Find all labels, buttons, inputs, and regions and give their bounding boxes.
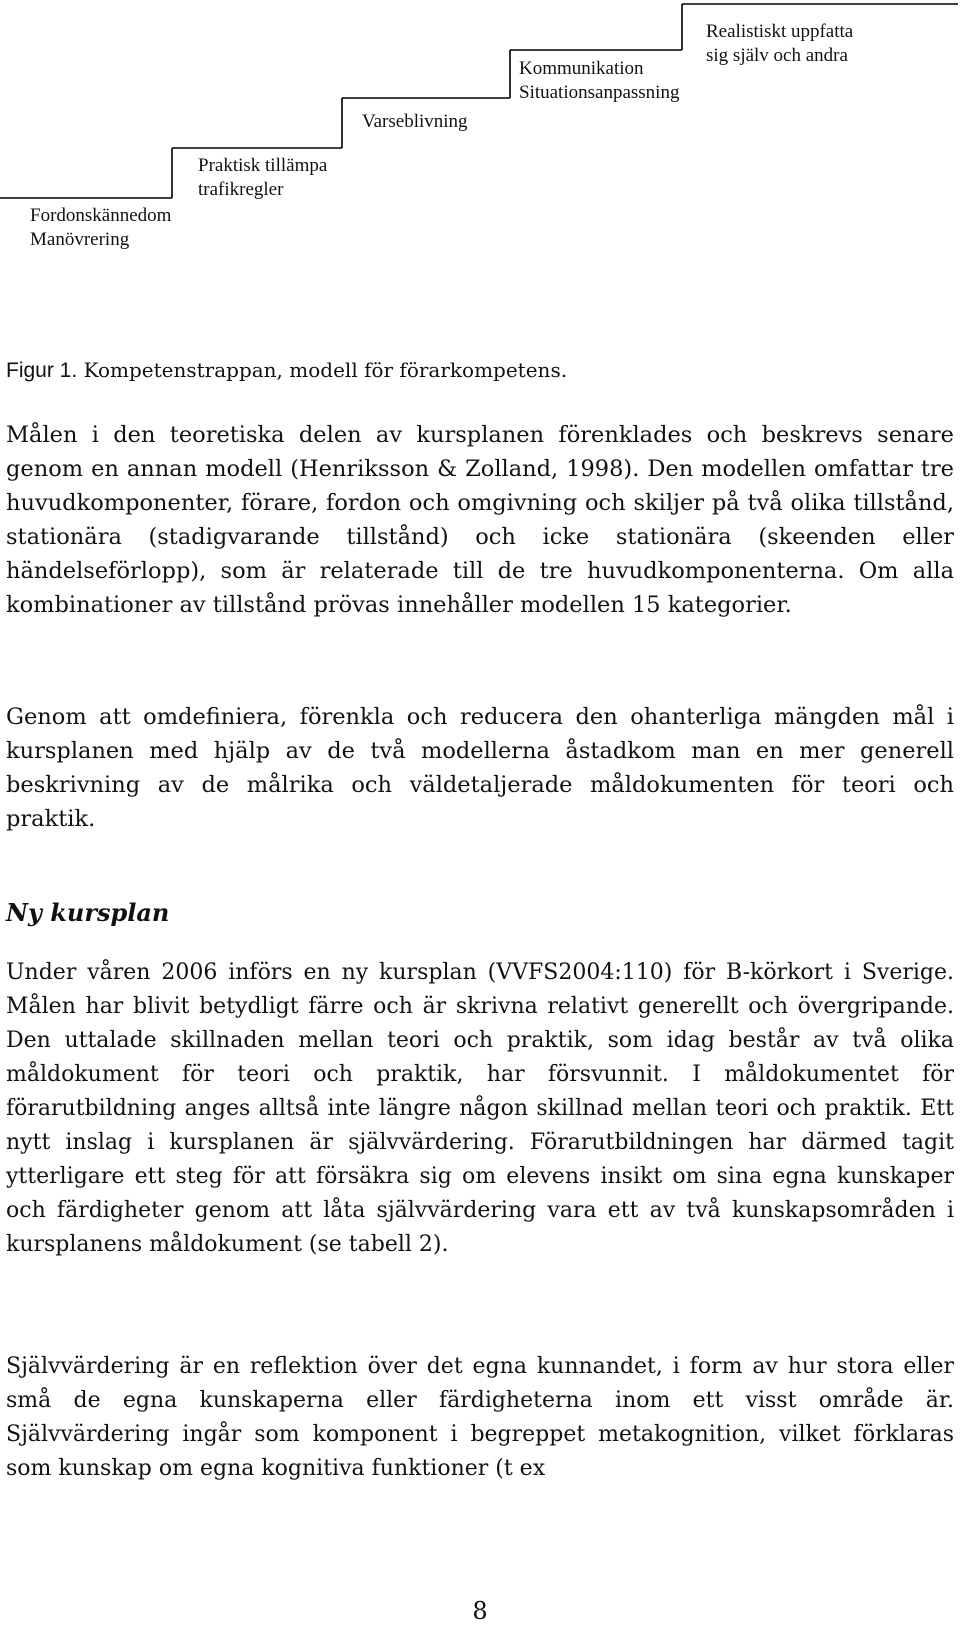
page-number: 8: [472, 1597, 488, 1625]
figure-caption-text: Kompetenstrappan, modell för förarkompetens.: [83, 358, 568, 382]
paragraph-2-block: [6, 700, 954, 836]
paragraph-3: Under våren 2006 införs en ny kursplan (VVFS2004:110) för B-körkort i Sverige. Målen har blivit betydligt färre och är skrivna relativt generellt och övergripande. Den uttalade skillnaden mellan teori och praktik, som idag består av två olika måldokument för teori och praktik, har försvunnit. I måldokumentet för förarutbildning anges alltså inte längre någon skillnad mellan teori och praktik. Ett nytt inslag i kursplanen är självvärdering. Förarutbildningen har därmed tagit ytterligare ett steg för att försäkra sig om elevens insikt om sina egna kunskaper och färdigheter genom att låta självvärdering vara ett av två kunskapsområden i kursplanens måldokument (se tabell 2).: [6, 960, 954, 1257]
paragraph-2: Genom att omdefiniera, förenkla och reducera den ohanterliga mängden mål i kursplanen med hjälp av de två modellerna åstadkom man en mer generell beskrivning av de målrika och väldetaljerade måldokumenten för teori och praktik.: [6, 704, 954, 832]
paragraph-1: Målen i den teoretiska delen av kursplanen förenklades och beskrevs senare genom en annan modell (Henriksson & Zolland, 1998). Den modellen omfattar tre huvudkomponenter, förare, fordon och omgivning och skiljer på två olika tillstånd, stationära (stadigvarande tillstånd) och icke stationära (skeenden eller händelseförlopp), som är relaterade till de tre huvudkomponenterna. Om alla kombinationer av tillstånd prövas innehåller modellen 15 kategorier.: [6, 422, 954, 618]
step-label-1: Fordonskännedom Manövrering: [30, 205, 172, 250]
section-heading: Ny kursplan: [6, 898, 170, 927]
figure-caption-label: Figur 1.: [6, 359, 78, 382]
step-label-3: Varseblivning: [362, 111, 468, 132]
step-label-2: Praktisk tillämpa trafikregler: [198, 155, 328, 200]
paragraph-1-block: [6, 418, 954, 622]
paragraph-4: Självvärdering är en reflektion över det egna kunnandet, i form av hur stora eller små de egna kunskaperna eller färdigheterna inom ett visst område är. Självvärdering ingår som komponent i begreppet metakognition, vilket förklaras som kunskap om egna kognitiva funktioner (t ex: [6, 1354, 954, 1481]
step-label-4: Kommunikation Situationsanpassning: [519, 58, 680, 103]
paragraph-3-block: [6, 956, 954, 1262]
figure-caption: [6, 356, 567, 385]
step-label-5: Realistiskt uppfatta sig själv och andra: [706, 21, 854, 66]
paragraph-4-block: [6, 1350, 954, 1486]
